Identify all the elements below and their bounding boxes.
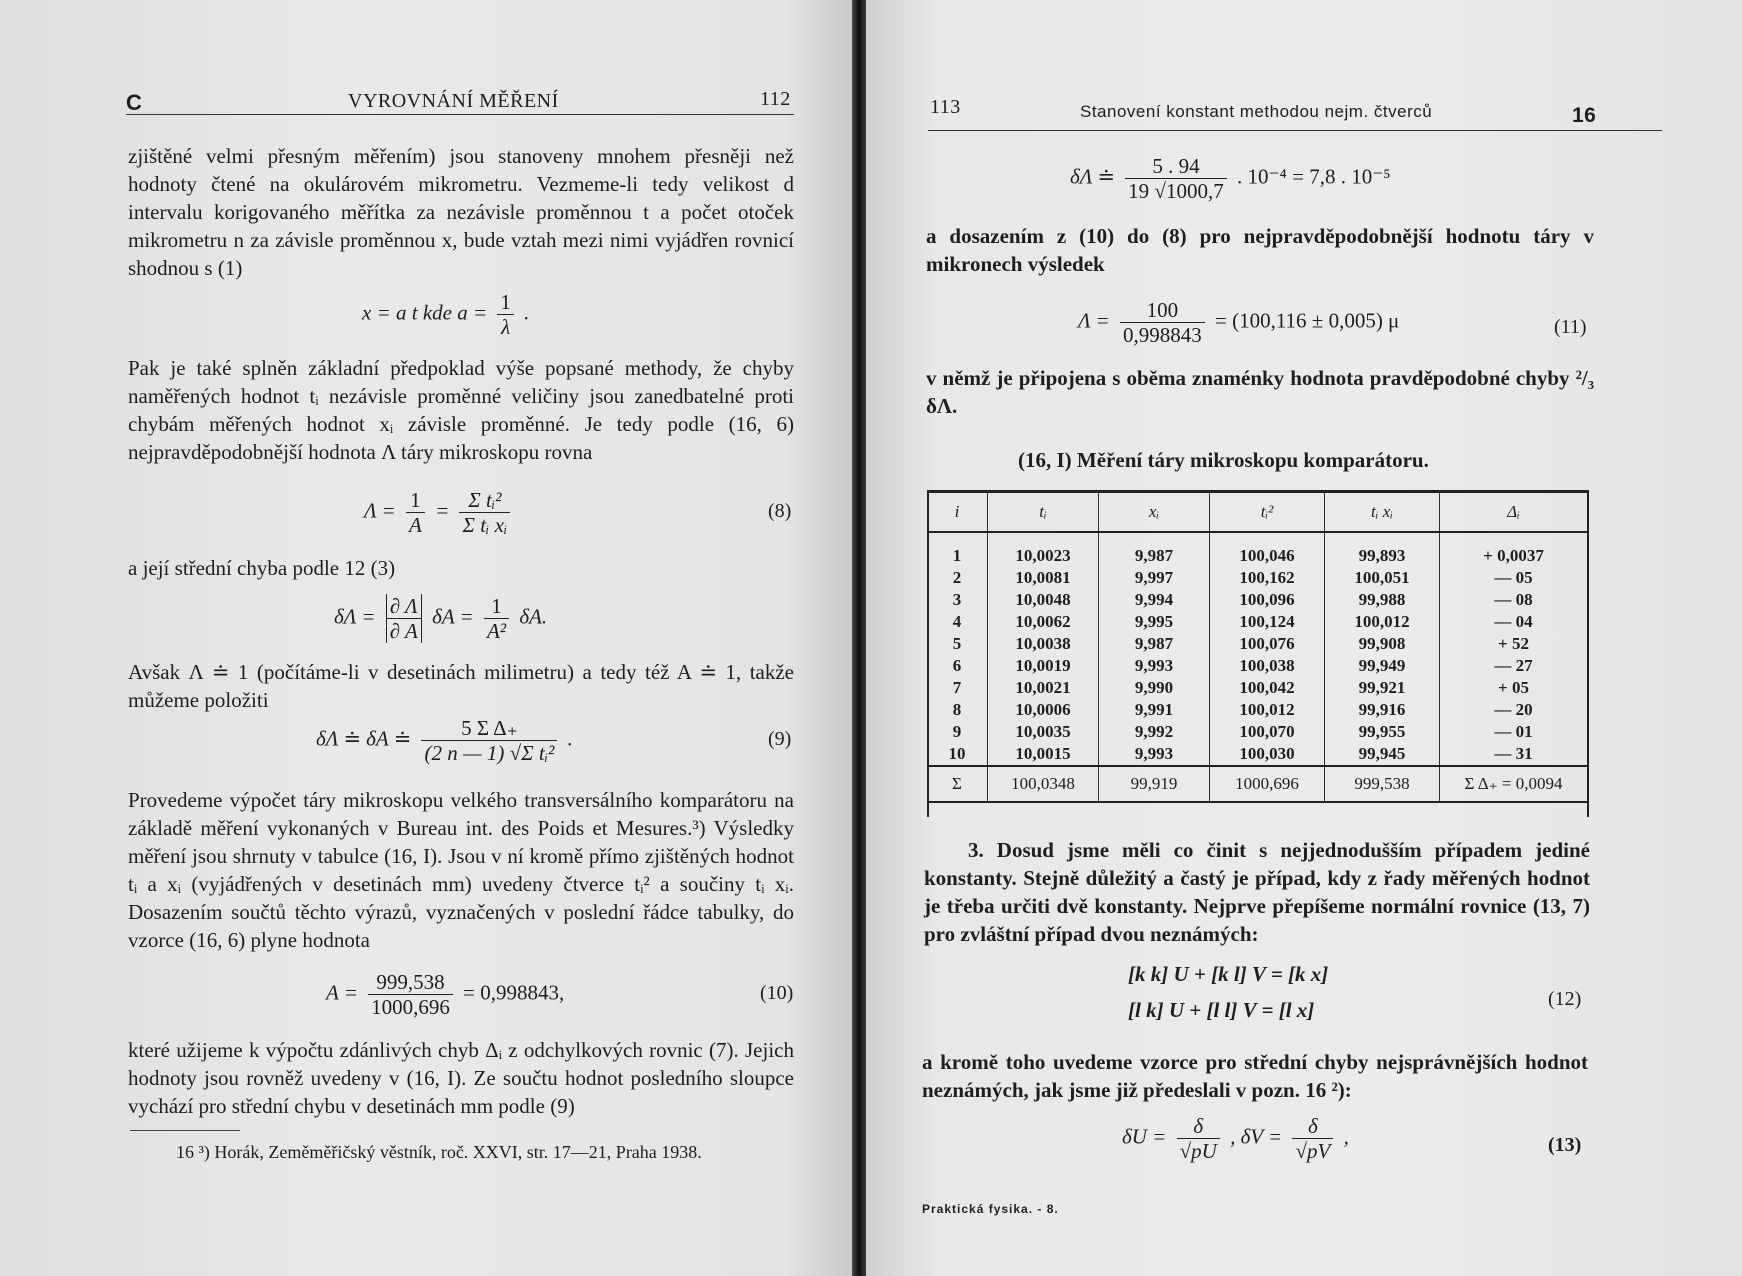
header-rule-right <box>928 130 1662 131</box>
running-title-right: Stanovení konstant methodou nejm. čtverců <box>1080 102 1433 121</box>
printer-imprint: Praktická fysika. - 8. <box>922 1202 1059 1216</box>
col-header-delta: Δᵢ <box>1440 492 1588 533</box>
footnote-rule <box>130 1130 240 1131</box>
table-row: 1 10,0023 9,987 100,046 99,893 + 0,0037 <box>927 545 1587 567</box>
equation-number-12: (12) <box>1548 988 1582 1010</box>
left-para-5: Provedeme výpočet táry mikroskopu velkého transversálního komparátoru na základě měření vykonaných v Bureau int. des Poids et Mesures.³) Výsledky měření jsou shrnuty v tabulce (16, I). Jsou v ní kromě přímo zjištěných hodnot tᵢ a xᵢ (vyjádřených v desetinách mm) uvedeny čtverce tᵢ² a součiny tᵢ xᵢ. Dosazením součtů těchto výrazů, vyznačených v poslední řádce tabulky, do vzorce (16, 6) plyne hodnota <box>128 788 794 952</box>
left-page <box>0 0 852 1276</box>
right-para-1: a dosazením z (10) do (8) pro nejpravděpodobnější hodnotu táry v mikronech výsledek <box>926 224 1594 276</box>
col-header-t: tᵢ <box>988 492 1099 533</box>
table-row: 3 10,0048 9,994 100,096 99,988 — 08 <box>927 589 1587 611</box>
footnote: 16 ³) Horák, Zeměměřičský věstník, roč. XXVI, str. 17—21, Praha 1938. <box>176 1142 702 1162</box>
equation-13: δU = $\frac{\delta}{√pU}$ , δV = $\frac{\delta}{√pV}$ , <box>1122 1114 1349 1163</box>
left-para-3: a její střední chyba podle 12 (3) <box>128 556 396 580</box>
table-row: 6 10,0019 9,993 100,038 99,949 — 27 <box>927 655 1587 677</box>
table-frame-right <box>1587 490 1589 817</box>
equation-11: Λ = $\frac{100}{0,998843}$ = (100,116 ± 0,005) μ <box>1078 298 1400 347</box>
header-rule-left <box>126 114 794 115</box>
table-row: 4 10,0062 9,995 100,124 100,012 — 04 <box>927 611 1587 633</box>
col-header-i: i <box>927 492 988 533</box>
col-header-t2: tᵢ² <box>1210 492 1325 533</box>
table-row: 10 10,0015 9,993 100,030 99,945 — 31 <box>927 743 1587 766</box>
equation-number-8: (8) <box>768 500 792 522</box>
equation-number-11: (11) <box>1554 316 1587 338</box>
equation-9: δΛ ≐ δA ≐ $\frac{\text{5 Σ Δ₊}}{\text{(2 n — 1) √Σ tᵢ²}}$ . <box>316 716 573 765</box>
equation-number-13: (13) <box>1548 1134 1582 1156</box>
equation-number-9: (9) <box>768 728 792 750</box>
equation-delta-lambda: δΛ ≐ $\frac{5 . 94}{19 √1000,7}$ . 10⁻⁴ = 7,8 . 10⁻⁵ <box>1070 154 1391 203</box>
table-row: 7 10,0021 9,990 100,042 99,921 + 05 <box>927 677 1587 699</box>
table-row: 2 10,0081 9,997 100,162 100,051 — 05 <box>927 567 1587 589</box>
section-number: 16 <box>1572 104 1597 127</box>
table-row: 9 10,0035 9,992 100,070 99,955 — 01 <box>927 721 1587 743</box>
equation-12-line-2: [l k] U + [l l] V = [l x] <box>1128 998 1315 1022</box>
table-frame-left <box>927 490 929 817</box>
left-para-4: Avšak Λ ≐ 1 (počítáme-li v desetinách milimetru) a tedy též A ≐ 1, takže můžeme položiti <box>128 660 794 712</box>
left-para-2: Pak je také splněn základní předpoklad výše popsané methody, že chyby naměřených hodnot tᵢ nezávisle proměnné veličiny jsou zanedbatelné proti chybám měřených hodnot xᵢ závisle proměnné. Je tedy podle (16, 6) nejpravděpodobnější hodnota Λ táry mikroskopu rovna <box>128 356 794 464</box>
equation-12-line-1: [k k] U + [k l] V = [k x] <box>1128 962 1329 986</box>
equation-8: Λ = $\frac{1}{A}$ = $\frac{\text{Σ tᵢ²}}{\text{Σ tᵢ xᵢ}}$ <box>364 488 515 537</box>
table-sum-row: Σ 100,0348 99,919 1000,696 999,538 Σ Δ₊ = 0,0094 <box>927 766 1587 802</box>
right-para-3: 3. Dosud jsme měli co činit s nejjednodušším případem jediné konstanty. Stejně důležitý a častý je případ, kdy z řady měřených hodnot je třeba určiti dvě konstanty. Nejprve přepíšeme normální rovnice (13, 7) pro zvláštní případ dvou neznámých: <box>924 838 1590 946</box>
equation-delta: δΛ = $\frac{\partial \Lambda}{\partial A}$ δA = $\frac{1}{\text{A²}}$ δA. <box>334 594 548 643</box>
table-header-row <box>927 492 1587 533</box>
left-para-6: které užijeme k výpočtu zdánlivých chyb Δᵢ z odchylkových rovnic (7). Jejich hodnoty jsou rovněž uvedeny v (16, I). Ze součtu hodnot posledního sloupce vychází pro střední chybu v desetinách mm podle (9) <box>128 1038 794 1118</box>
left-para-1: zjištěné velmi přesným měřením) jsou stanoveny mnohem přesněji než hodnoty čtené na okulárovém mikrometru. Vezmeme-li tedy velikost d intervalu korigovaného měřítka za nezávisle proměnnou t a počet otoček mikrometru n za závisle proměnnou x, bude vztah mezi nimi vyjádřen rovnicí shodnou s (1) <box>128 144 794 280</box>
right-para-4: a kromě toho uvedeme vzorce pro střední chyby nejsprávnějších hodnot neznámých, jak jsme již předeslali v pozn. 16 ²): <box>922 1050 1588 1102</box>
book-spine <box>852 0 866 1276</box>
running-title-left: VYROVNÁNÍ MĚŘENÍ <box>348 90 559 112</box>
right-para-2: v němž je připojena s oběma znaménky hodnota pravděpodobné chyby ²/₃ δΛ. <box>926 366 1594 418</box>
table-row: 5 10,0038 9,987 100,076 99,908 + 52 <box>927 633 1587 655</box>
equation-number-10: (10) <box>760 982 794 1004</box>
measurement-table <box>927 490 1587 803</box>
table-row: 8 10,0006 9,991 100,012 99,916 — 20 <box>927 699 1587 721</box>
page-number-right: 113 <box>930 96 961 118</box>
col-header-tx: tᵢ xᵢ <box>1325 492 1440 533</box>
page-number-left: 112 <box>760 88 791 110</box>
equation-a: x = a t kde a = $\frac{1}{\lambda}$ . <box>362 290 530 339</box>
table-caption: (16, I) Měření táry mikroskopu komparátoru. <box>1018 448 1429 472</box>
col-header-x: xᵢ <box>1099 492 1210 533</box>
section-letter: C <box>126 90 143 115</box>
equation-10: A = $\frac{999,538}{1000,696}$ = 0,998843, <box>326 970 565 1019</box>
